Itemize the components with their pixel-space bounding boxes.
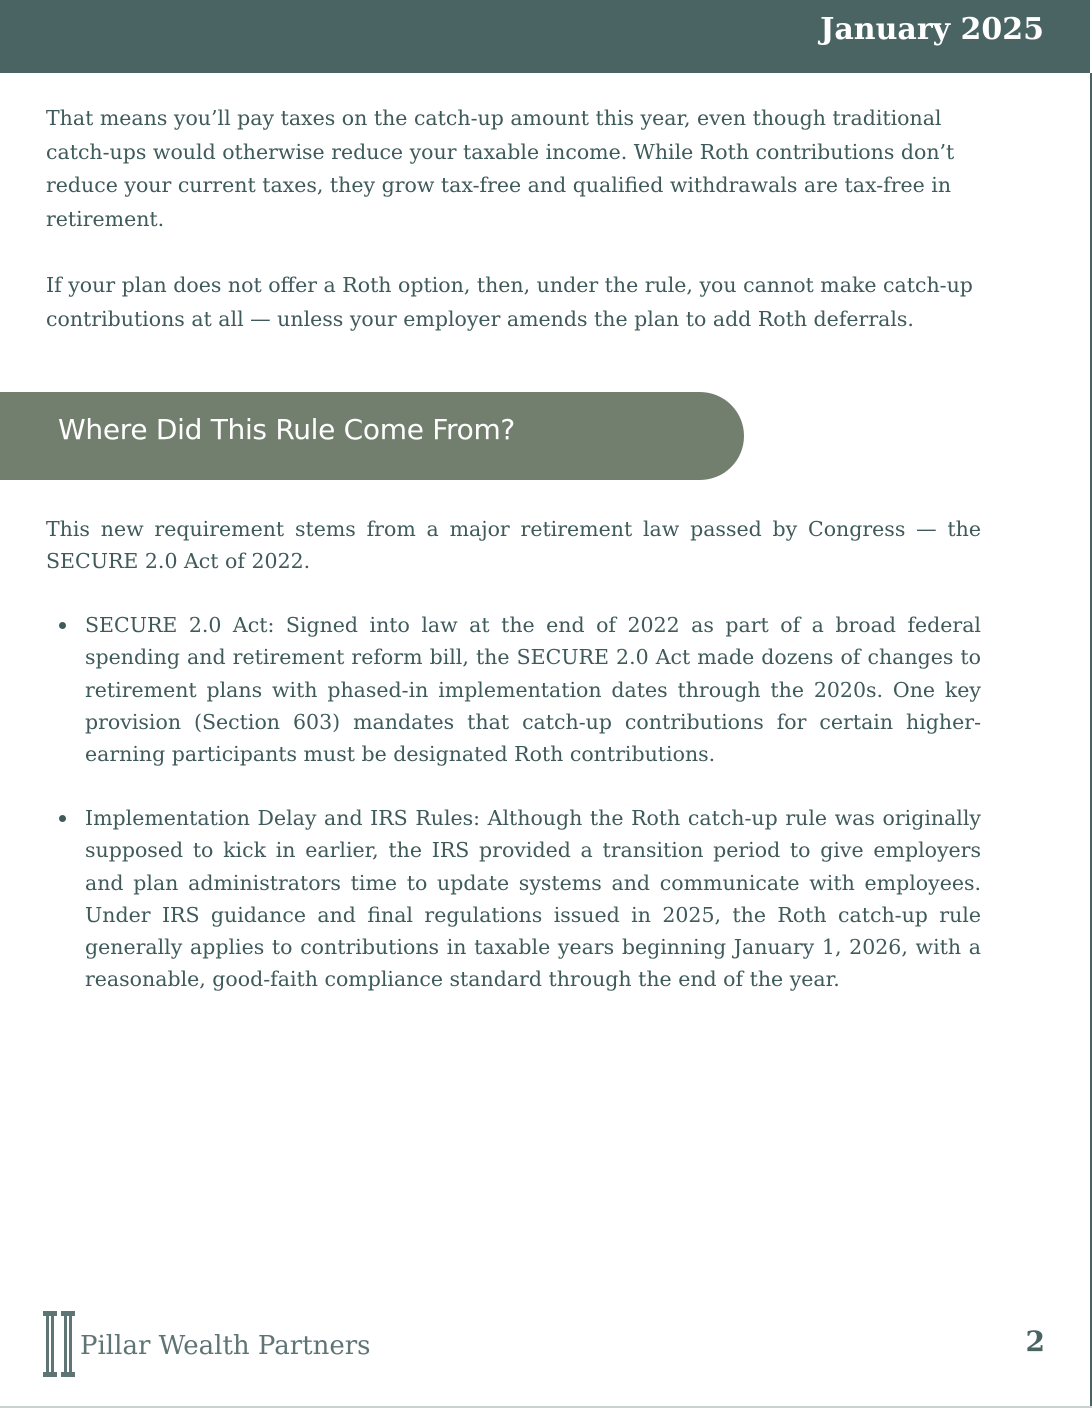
bullet-dot-icon <box>59 815 66 822</box>
bullet-item <box>46 609 981 770</box>
section-banner <box>0 392 744 480</box>
body-paragraph-1: That means you’ll pay taxes on the catch-up amount this year, even though traditional catch-ups would otherwise reduce your taxable income. While Roth contributions don’t reduce your current taxes, they grow tax-free and qualified withdrawals are tax-free in retirement. <box>46 106 955 231</box>
bullet-item <box>46 802 981 996</box>
header-bar <box>0 0 1090 73</box>
newsletter-date: January 2025 <box>820 12 1044 47</box>
section-title: Where Did This Rule Come From? <box>58 413 515 446</box>
bullet-dot-icon <box>59 622 66 629</box>
footer-logo <box>42 1311 371 1377</box>
bullet-text: SECURE 2.0 Act: Signed into law at the end of 2022 as part of a broad federal spending and retirement reform bill, the SECURE 2.0 Act made dozens of changes to retirement plans with phased-in implementation dates through the 2020s. One key provision (Section 603) mandates that catch-up contributions for certain higher-earning participants must be designated Roth contributions. <box>85 613 981 767</box>
brand-name: Pillar Wealth Partners <box>80 1331 371 1361</box>
bullet-list-1 <box>46 609 981 770</box>
section-intro: This new requirement stems from a major retirement law passed by Congress — the SECURE 2.0 Act of 2022. <box>46 517 981 573</box>
pillar-icon <box>42 1311 76 1377</box>
bullet-list-2 <box>46 802 981 996</box>
body-paragraph-2: If your plan does not offer a Roth option, then, under the rule, you cannot make catch-up contributions at all — unless your employer amends the plan to add Roth deferrals. <box>46 273 973 331</box>
page-number: 2 <box>1025 1325 1045 1358</box>
bullet-text: Implementation Delay and IRS Rules: Although the Roth catch-up rule was originally supposed to kick in earlier, the IRS provided a transition period to give employers and plan administrators time to update systems and communicate with employees. Under IRS guidance and final regulations issued in 2025, the Roth catch-up rule generally applies to contributions in taxable years beginning January 1, 2026, with a reasonable, good-faith compliance standard through the end of the year. <box>85 806 981 992</box>
